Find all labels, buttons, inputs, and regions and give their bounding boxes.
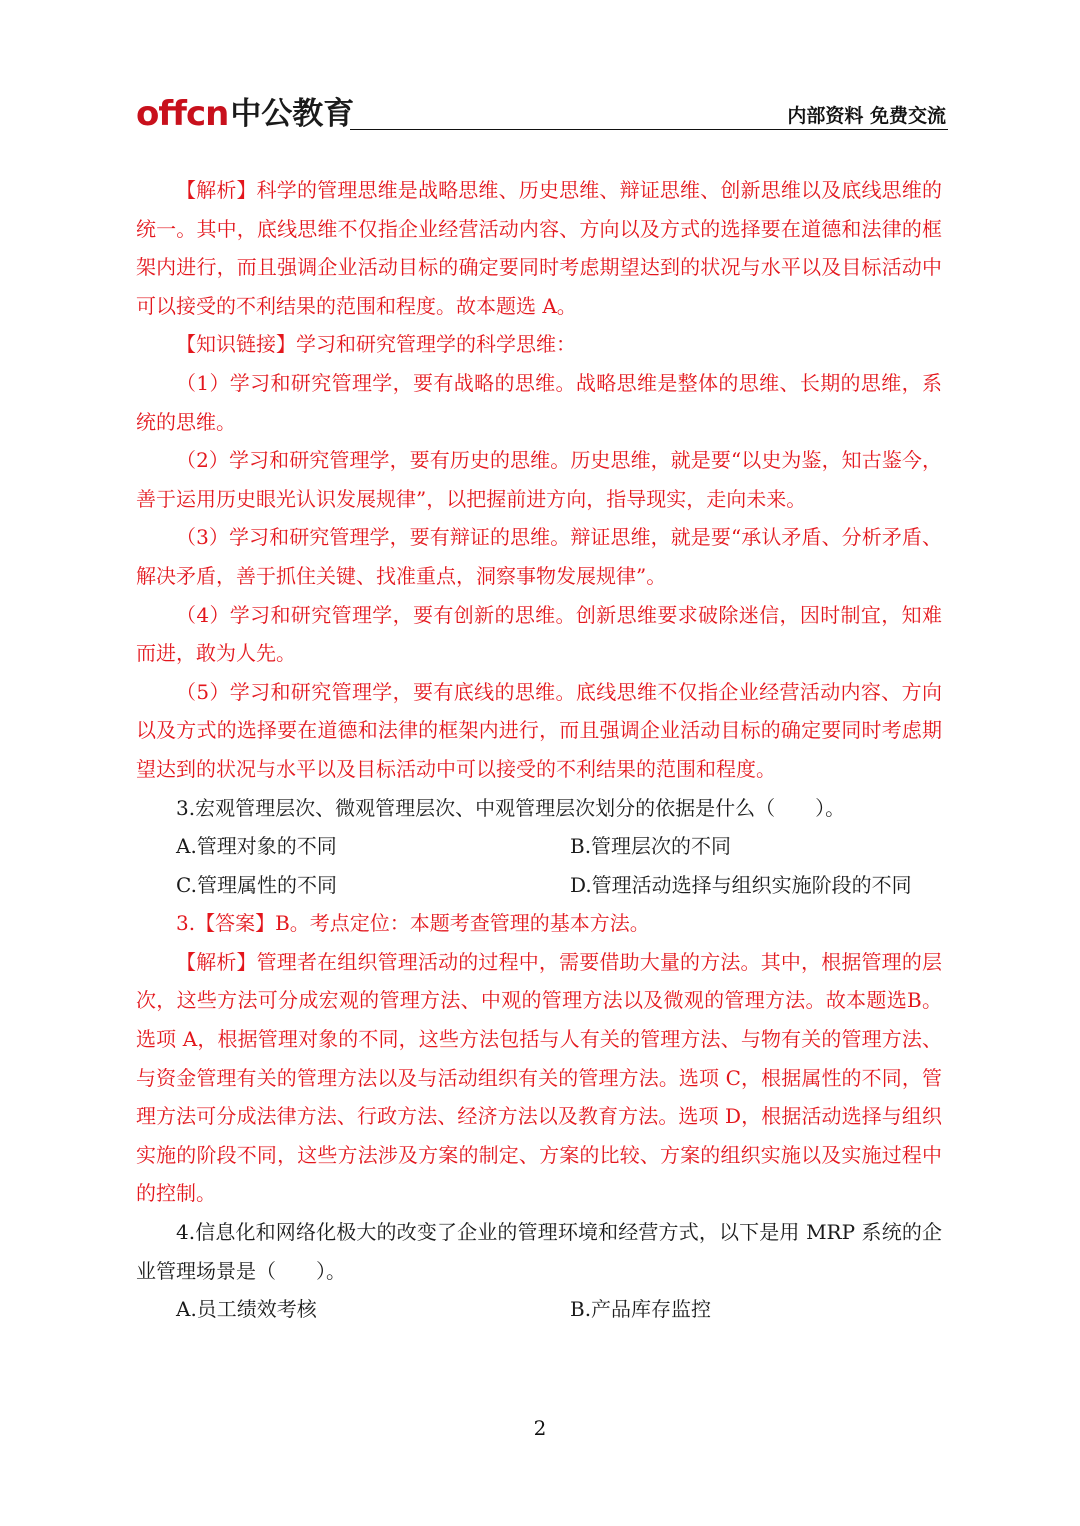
option-a: A.管理对象的不同 bbox=[176, 834, 337, 859]
answer-3: 3.【答案】B。考点定位：本题考查管理的基本方法。 bbox=[176, 911, 650, 936]
option-d: D.管理活动选择与组织实施阶段的不同 bbox=[570, 872, 912, 897]
page-header bbox=[136, 86, 948, 134]
question-3-options-row-1 bbox=[136, 827, 942, 866]
analysis-3: 【解析】管理者在组织管理活动的过程中，需要借助大量的方法。其中，根据管理的层次，这些方法可分成宏观的管理方法、中观的管理方法以及微观的管理方法。故本题选B。选项 A，根据管理对象的不同，这些方法包括与人有关的管理方法、与物有关的管理方法、与资金管理有关的管理方法以及与活动组织有关的管理方法。选项 C，根据属性的不同，管理方法可分成法律方法、行政方法、经济方法以及教育方法。选项 D，根据活动选择与组织实施的阶段不同，这些方法涉及方案的制定、方案的比较、方案的组织实施以及实施过程中的控制。 bbox=[136, 949, 942, 1206]
option-a: A.员工绩效考核 bbox=[176, 1297, 317, 1322]
knowledge-item-2: （2）学习和研究管理学，要有历史的思维。历史思维，就是要“以史为鉴，知古鉴今，善于运用历史眼光认识发展规律”，以把握前进方向，指导现实，走向未来。 bbox=[136, 448, 942, 511]
knowledge-item-5: （5）学习和研究管理学，要有底线的思维。底线思维不仅指企业经营活动内容、方向以及方式的选择要在道德和法律的框架内进行，而且强调企业活动目标的确定要同时考虑期望达到的状况与水平以及目标活动中可以接受的不利结果的范围和程度。 bbox=[136, 679, 942, 781]
question-3-options-row-2 bbox=[136, 866, 942, 905]
knowledge-item-3: （3）学习和研究管理学，要有辩证的思维。辩证思维，就是要“承认矛盾、分析矛盾、解决矛盾，善于抓住关键、找准重点，洞察事物发展规律”。 bbox=[136, 525, 942, 588]
knowledge-link-heading: 【知识链接】学习和研究管理学的科学思维： bbox=[176, 332, 576, 357]
option-b: B.管理层次的不同 bbox=[570, 834, 732, 859]
knowledge-item-1: （1）学习和研究管理学，要有战略的思维。战略思维是整体的思维、长期的思维，系统的思维。 bbox=[136, 370, 942, 434]
logo-latin: offcn bbox=[136, 94, 229, 134]
offcn-logo bbox=[136, 86, 354, 134]
question-3: 3.宏观管理层次、微观管理层次、中观管理层次划分的依据是什么（ ）。 bbox=[176, 795, 846, 820]
analysis-paragraph: 【解析】科学的管理思维是战略思维、历史思维、辩证思维、创新思维以及底线思维的统一。其中，底线思维不仅指企业经营活动内容、方向以及方式的选择要在道德和法律的框架内进行，而且强调企业活动目标的确定要同时考虑期望达到的状况与水平以及目标活动中可以接受的不利结果的范围和程度。故本题选 A。 bbox=[136, 178, 942, 318]
page-number: 2 bbox=[533, 1416, 547, 1440]
header-tagline: 内部资料 免费交流 bbox=[787, 105, 946, 127]
option-b: B.产品库存监控 bbox=[570, 1297, 712, 1322]
question-4-options-row-1 bbox=[136, 1290, 942, 1329]
logo-chinese: 中公教育 bbox=[230, 96, 355, 132]
knowledge-item-4: （4）学习和研究管理学，要有创新的思维。创新思维要求破除迷信，因时制宜，知难而进，敢为人先。 bbox=[136, 602, 942, 666]
header-rule bbox=[350, 129, 948, 130]
question-4: 4.信息化和网络化极大的改变了企业的管理环境和经营方式，以下是用 MRP 系统的企业管理场景是（ ）。 bbox=[136, 1220, 942, 1283]
option-c: C.管理属性的不同 bbox=[176, 872, 337, 897]
page-content bbox=[136, 171, 942, 1329]
